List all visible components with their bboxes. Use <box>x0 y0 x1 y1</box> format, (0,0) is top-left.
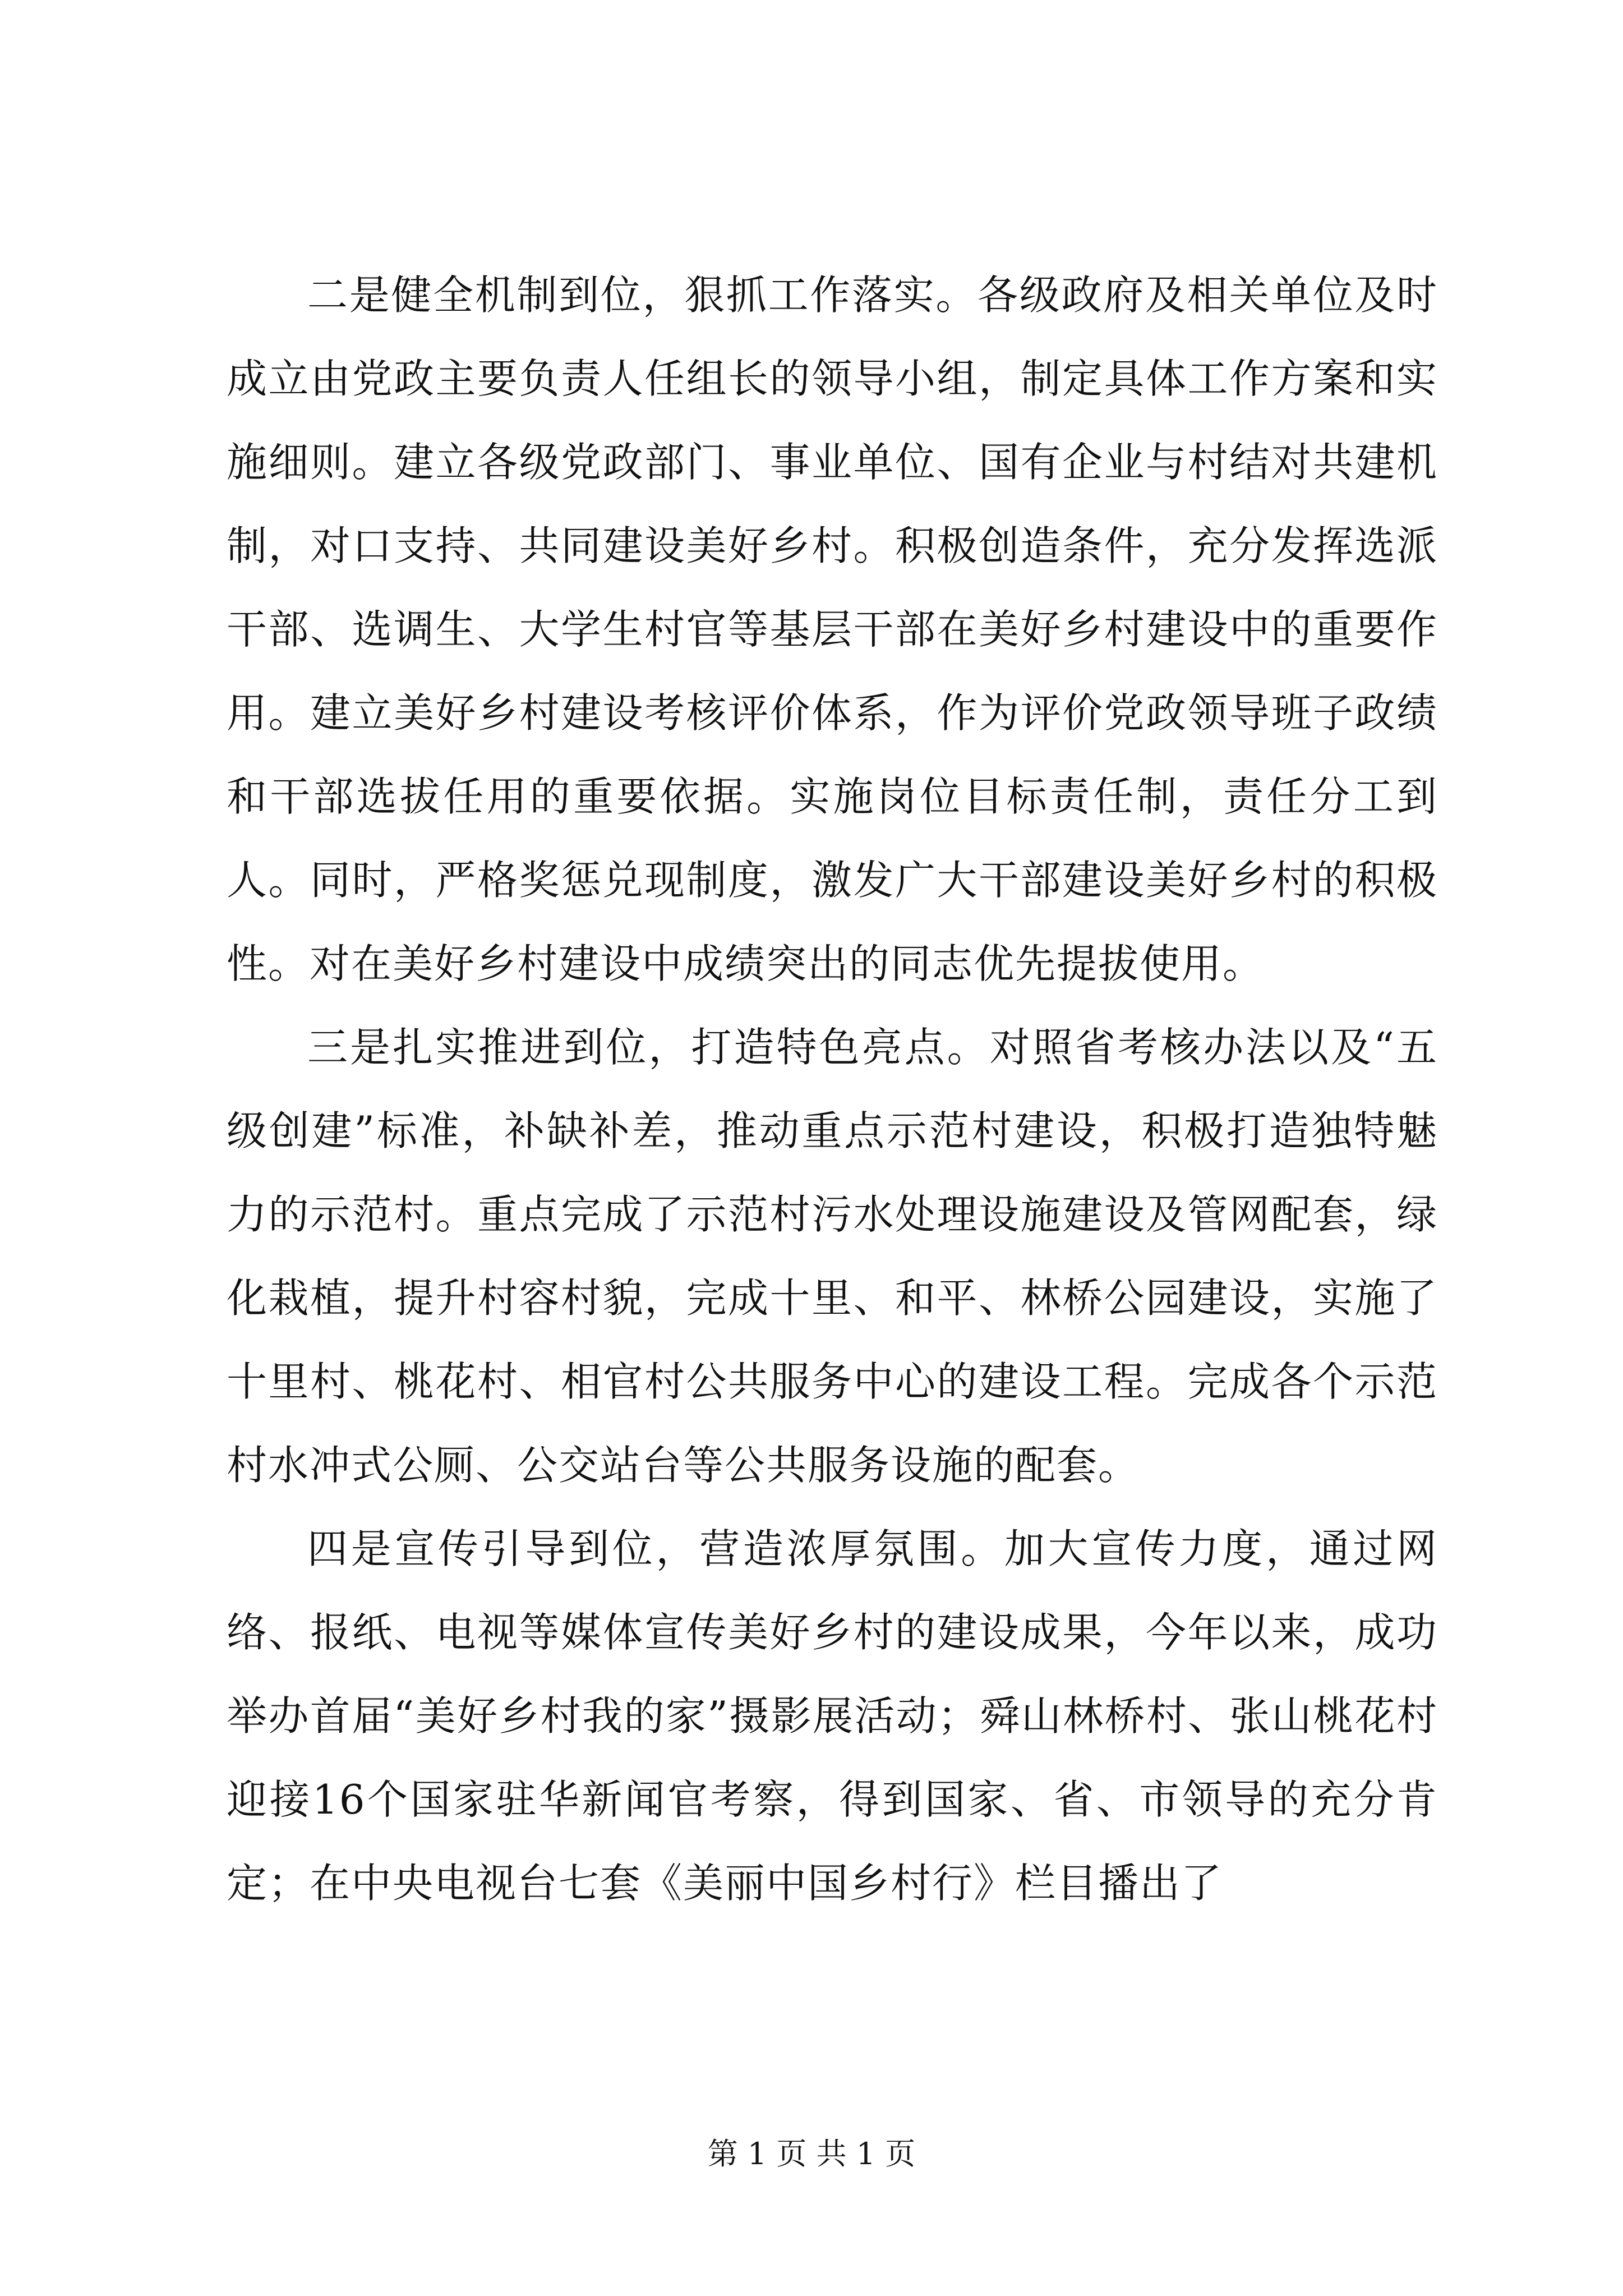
paragraph-demonstration-villages: 三是扎实推进到位，打造特色亮点。对照省考核办法以及“五级创建”标准，补缺补差，推动重点示范村建设，积极打造独特魅力的示范村。重点完成了示范村污水处理设施建设及管网配套，绿化栽植，提升村容村貌，完成十里、和平、林桥公园建设，实施了十里村、桃花村、相官村公共服务中心的建设工程。完成各个示范村水冲式公厕、公交站台等公共服务设施的配套。 <box>227 1024 1438 1489</box>
paragraph-publicity: 四是宣传引导到位，营造浓厚氛围。加大宣传力度，通过网络、报纸、电视等媒体宣传美好乡村的建设成果，今年以来，成功举办首届“美好乡村我的家”摄影展活动；舜山林桥村、张山桃花村迎接16个国家驻华新闻官考察，得到国家、省、市领导的充分肯定；在中央电视台七套《美丽中国乡村行》栏目播出了 <box>227 1525 1438 1907</box>
page-number-footer: 第 1 页 共 1 页 <box>707 2136 916 2171</box>
document-body <box>227 254 1438 1925</box>
paragraph-mechanism: 二是健全机制到位，狠抓工作落实。各级政府及相关单位及时成立由党政主要负责人任组长的领导小组，制定具体工作方案和实施细则。建立各级党政部门、事业单位、国有企业与村结对共建机制，对口支持、共同建设美好乡村。积极创造条件，充分发挥选派干部、选调生、大学生村官等基层干部在美好乡村建设中的重要作用。建立美好乡村建设考核评价体系，作为评价党政领导班子政绩和干部选拔任用的重要依据。实施岗位目标责任制，责任分工到人。同时，严格奖惩兑现制度，激发广大干部建设美好乡村的积极性。对在美好乡村建设中成绩突出的同志优先提拔使用。 <box>227 272 1438 987</box>
